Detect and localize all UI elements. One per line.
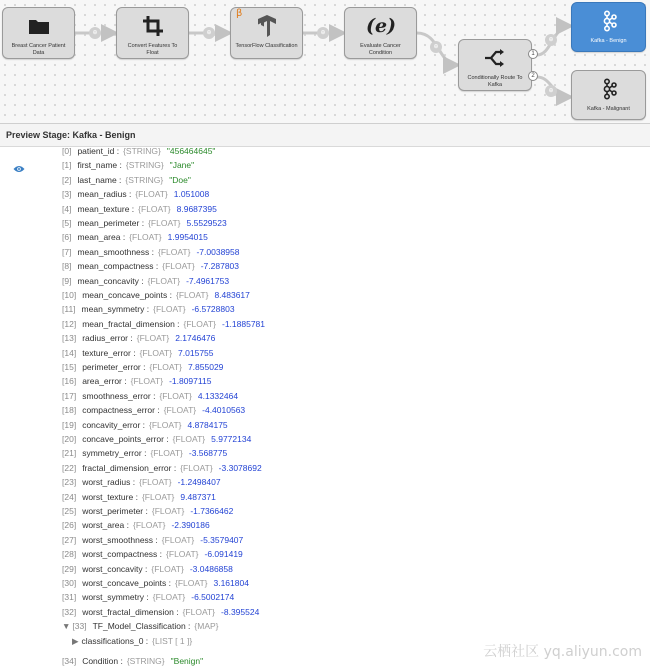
stage-label: TensorFlow Classification	[235, 43, 298, 49]
link-badge[interactable]: ⊕	[317, 27, 329, 39]
field-name: TF_Model_Classification	[92, 621, 186, 632]
field-type: {LIST [ 1 ]}	[152, 635, 193, 646]
field-value: -7.4961753	[186, 275, 230, 286]
field-separator: :	[116, 174, 122, 185]
field-separator: :	[124, 520, 129, 531]
record-field	[62, 230, 208, 244]
field-index: [28]	[62, 549, 77, 560]
field-index: [4]	[62, 203, 72, 214]
field-value: 3.161804	[213, 578, 249, 588]
record-field	[62, 331, 215, 345]
record-field	[62, 418, 228, 432]
field-separator: :	[153, 534, 158, 545]
svg-text:(e): (e)	[365, 15, 396, 37]
field-separator: :	[141, 448, 147, 459]
field-name: mean_radius	[77, 189, 127, 200]
stage-breast-cancer-patient-data[interactable]	[2, 7, 75, 59]
field-index: [22]	[62, 462, 77, 473]
stage-convert-features-to-float[interactable]	[116, 7, 189, 59]
field-type: {FLOAT}	[130, 376, 164, 387]
record-field	[62, 490, 216, 504]
stream-selector-icon	[459, 46, 531, 70]
pipeline-links	[0, 0, 650, 123]
field-name: worst_radius	[82, 477, 131, 488]
record-field	[62, 547, 243, 561]
field-separator: :	[143, 506, 148, 516]
field-separator: :	[140, 419, 146, 430]
field-name: mean_concavity	[77, 275, 139, 286]
record-field	[62, 302, 235, 316]
record-field	[62, 389, 238, 403]
field-value: -1.1885781	[221, 318, 265, 329]
stage-conditionally-route-to-kafka[interactable]	[458, 39, 535, 91]
field-type: {FLOAT}	[183, 318, 216, 329]
field-index: [1]	[62, 160, 72, 171]
field-value: -6.091419	[204, 549, 243, 560]
record-field	[62, 446, 227, 460]
field-name: radius_error	[82, 333, 129, 344]
field-type: {FLOAT}	[152, 592, 186, 603]
field-type: {FLOAT}	[151, 563, 184, 574]
field-separator: :	[128, 333, 133, 344]
stage-label: Kafka - Malignant	[587, 106, 630, 112]
stage-label: Convert Features To Float	[127, 43, 178, 56]
watermark: 云栖社区 yq.aliyun.com	[483, 644, 642, 660]
field-value: 4.8784175	[187, 419, 228, 430]
field-type: {STRING}	[126, 656, 165, 666]
field-name: first_name	[77, 160, 118, 171]
record-field	[62, 590, 234, 604]
field-type: {FLOAT}	[175, 290, 209, 300]
field-type: {FLOAT}	[163, 405, 197, 416]
field-name: concavity_error	[82, 419, 141, 430]
record-field	[62, 216, 227, 230]
field-separator: :	[171, 462, 177, 473]
field-type: {FLOAT}	[141, 491, 175, 502]
field-value: 7.855029	[187, 362, 224, 372]
field-value: 5.9772134	[211, 434, 252, 444]
field-separator: :	[150, 390, 156, 401]
record-field	[62, 461, 262, 475]
field-type: {FLOAT}	[148, 218, 181, 228]
record-field	[62, 360, 223, 374]
record-field-child	[72, 634, 192, 648]
record-field	[62, 245, 239, 259]
field-type: {FLOAT}	[182, 606, 216, 617]
crop-icon	[117, 14, 188, 38]
field-name: perimeter_error	[82, 362, 141, 372]
record-field	[62, 432, 251, 446]
preview-stage-title: Preview Stage: Kafka - Benign	[0, 123, 650, 147]
record-field	[62, 654, 203, 668]
stage-label: Kafka - Benign	[590, 38, 627, 44]
field-type: {FLOAT}	[166, 549, 199, 560]
record-field	[62, 475, 221, 489]
field-separator: :	[153, 261, 159, 272]
field-index: [0]	[62, 146, 72, 156]
field-name: worst_smoothness	[82, 534, 154, 545]
field-index: [11]	[62, 304, 76, 315]
field-value: "Benign"	[170, 656, 204, 666]
record-field	[62, 504, 233, 518]
field-separator: :	[167, 290, 172, 300]
field-type: {FLOAT}	[132, 520, 166, 531]
field-value: 2.1746476	[175, 333, 216, 344]
field-value: 1.9954015	[167, 232, 208, 243]
field-index: [16]	[62, 376, 77, 387]
field-value: 9.487371	[180, 491, 216, 502]
field-type: {FLOAT}	[172, 434, 206, 444]
field-value: -4.4010563	[202, 405, 246, 416]
field-value: 1.051008	[173, 189, 210, 200]
record-field	[62, 158, 194, 172]
field-name: mean_concave_points	[82, 290, 168, 300]
field-name: area_error	[82, 376, 122, 387]
field-type: {FLOAT}	[138, 203, 171, 214]
field-type: {FLOAT}	[150, 448, 183, 459]
link-badge[interactable]: ⊕	[545, 85, 557, 97]
field-type: {FLOAT}	[161, 534, 195, 545]
field-index: [6]	[62, 232, 72, 243]
output-port-2[interactable]: 2	[528, 71, 538, 81]
record-field	[62, 374, 211, 388]
record-field	[62, 173, 191, 187]
expand-toggle[interactable]: ▶	[72, 635, 79, 646]
record-field	[62, 274, 229, 288]
field-separator: :	[185, 621, 191, 632]
eye-icon[interactable]	[13, 160, 25, 178]
field-value: "Doe"	[169, 174, 191, 185]
field-type: {STRING}	[125, 160, 164, 171]
field-type: {FLOAT}	[139, 347, 173, 358]
field-value: -2.390186	[171, 520, 210, 531]
field-index: [25]	[62, 506, 77, 516]
field-separator: :	[126, 189, 132, 200]
stage-evaluate-cancer-condition[interactable]	[344, 7, 417, 59]
field-value: -6.5728803	[191, 304, 235, 315]
field-index: [13]	[62, 333, 77, 344]
field-separator: :	[121, 376, 127, 387]
field-type: {FLOAT}	[153, 304, 186, 315]
field-separator: :	[143, 635, 149, 646]
pipeline-canvas[interactable]	[0, 0, 650, 123]
field-name: worst_perimeter	[82, 506, 144, 516]
stage-label: Conditionally Route To Kafka	[467, 75, 523, 88]
field-type: {STRING}	[123, 146, 161, 156]
record-field-map	[62, 619, 219, 633]
field-index: [19]	[62, 419, 77, 430]
field-value: 5.5529523	[186, 218, 227, 228]
record-field	[62, 576, 249, 590]
field-separator: :	[173, 606, 179, 617]
record-field	[62, 144, 215, 158]
field-value: 8.9687395	[176, 203, 217, 214]
field-index: [29]	[62, 563, 77, 574]
record-field	[62, 605, 259, 619]
field-type: {MAP}	[194, 621, 219, 632]
field-index: [8]	[62, 261, 72, 272]
field-type: {FLOAT}	[151, 506, 185, 516]
field-name: classifications_0	[81, 635, 144, 646]
beta-badge: β	[236, 8, 243, 19]
field-type: {FLOAT}	[158, 246, 191, 257]
record-field	[62, 346, 214, 360]
field-type: {FLOAT}	[129, 232, 162, 243]
field-value: -7.0038958	[196, 246, 240, 257]
expression-icon	[345, 14, 416, 38]
field-name: mean_perimeter	[77, 218, 140, 228]
field-index: [27]	[62, 534, 77, 545]
field-separator: :	[133, 491, 138, 502]
field-name: worst_compactness	[82, 549, 158, 560]
field-separator: :	[130, 477, 136, 488]
field-index: [17]	[62, 390, 77, 401]
field-index: [33]	[72, 621, 87, 632]
field-index: [7]	[62, 246, 72, 257]
record-field	[62, 403, 245, 417]
field-value: -1.8097115	[169, 376, 212, 387]
link-badge[interactable]: ⊕	[430, 41, 442, 53]
record-field	[62, 562, 233, 576]
folder-icon	[3, 14, 74, 38]
field-value: -1.7366462	[190, 506, 234, 516]
field-value: -5.3579407	[200, 534, 244, 545]
field-name: mean_symmetry	[81, 304, 145, 315]
field-name: worst_concave_points	[82, 578, 167, 588]
record-field	[62, 288, 250, 302]
field-separator: :	[174, 318, 180, 329]
field-value: 7.015755	[178, 347, 214, 358]
field-name: worst_symmetry	[82, 592, 145, 603]
field-separator: :	[144, 592, 149, 603]
field-separator: :	[139, 218, 145, 228]
field-index: [34]	[62, 656, 77, 666]
record-field	[62, 518, 210, 532]
field-index: [24]	[62, 491, 77, 502]
field-index: [32]	[62, 606, 77, 617]
field-type: {FLOAT}	[149, 419, 182, 430]
field-value: -3.0486858	[189, 563, 233, 574]
field-name: mean_fractal_dimension	[82, 318, 175, 329]
field-value: -8.395524	[221, 606, 260, 617]
field-name: texture_error	[82, 347, 131, 358]
stage-label: Breast Cancer Patient Data	[11, 43, 66, 56]
field-value: -3.568775	[188, 448, 228, 459]
field-separator: :	[130, 347, 136, 358]
field-separator: :	[142, 563, 148, 574]
field-index: [23]	[62, 477, 77, 488]
field-index: [10]	[62, 290, 77, 300]
field-name: worst_concavity	[82, 563, 143, 574]
field-index: [30]	[62, 578, 77, 588]
field-separator: :	[120, 232, 126, 243]
field-separator: :	[157, 549, 163, 560]
field-name: fractal_dimension_error	[82, 462, 172, 473]
field-name: mean_compactness	[77, 261, 154, 272]
field-name: mean_texture	[77, 203, 130, 214]
field-name: worst_area	[82, 520, 125, 531]
kafka-icon	[572, 9, 645, 33]
field-separator: :	[129, 203, 135, 214]
field-index: [9]	[62, 275, 72, 286]
field-value: 8.483617	[214, 290, 250, 300]
field-separator: :	[154, 405, 160, 416]
field-name: worst_fractal_dimension	[82, 606, 174, 617]
field-separator: :	[163, 434, 169, 444]
field-type: {FLOAT}	[162, 261, 195, 272]
record-field	[62, 259, 239, 273]
field-index: [5]	[62, 218, 72, 228]
field-name: patient_id	[77, 146, 115, 156]
field-name: mean_area	[77, 232, 121, 243]
field-type: {FLOAT}	[175, 578, 208, 588]
field-type: {FLOAT}	[149, 362, 182, 372]
field-name: mean_smoothness	[77, 246, 150, 257]
field-index: [18]	[62, 405, 77, 416]
field-index: [20]	[62, 434, 77, 444]
field-index: [31]	[62, 592, 77, 603]
field-value: -6.5002174	[191, 592, 235, 603]
stage-label: Evaluate Cancer Condition	[360, 43, 401, 56]
field-type: {FLOAT}	[139, 477, 172, 488]
field-index: [21]	[62, 448, 77, 459]
field-separator: :	[144, 304, 150, 315]
field-index: [3]	[62, 189, 72, 200]
field-value: -7.287803	[200, 261, 240, 272]
field-separator: :	[138, 275, 144, 286]
stage-tensorflow-classification[interactable]	[230, 7, 303, 59]
field-name: concave_points_error	[82, 434, 164, 444]
field-separator: :	[140, 362, 146, 372]
field-name: symmetry_error	[82, 448, 142, 459]
output-port-1[interactable]: 1	[528, 49, 538, 59]
record-field	[62, 317, 265, 331]
field-index: [14]	[62, 347, 77, 358]
field-name: last_name	[77, 174, 117, 185]
field-separator: :	[149, 246, 155, 257]
record-field	[62, 533, 243, 547]
record-field	[62, 202, 217, 216]
field-separator: :	[118, 656, 123, 666]
field-separator: :	[166, 578, 172, 588]
field-type: {FLOAT}	[135, 189, 168, 200]
link-badge[interactable]: ⊕	[89, 27, 101, 39]
field-separator: :	[114, 146, 120, 156]
field-index: [12]	[62, 318, 77, 329]
field-type: {FLOAT}	[159, 390, 192, 401]
stage-kafka-malignant[interactable]	[571, 70, 646, 120]
field-index: [2]	[62, 174, 72, 185]
field-name: worst_texture	[82, 491, 134, 502]
link-badge[interactable]: ⊕	[203, 27, 215, 39]
kafka-icon	[572, 77, 645, 101]
field-value: 4.1332464	[197, 390, 239, 401]
field-type: {STRING}	[125, 174, 164, 185]
field-value: -3.3078692	[218, 462, 262, 473]
field-value: -1.2498407	[177, 477, 221, 488]
record-preview	[0, 147, 650, 665]
field-value: "Jane"	[169, 160, 195, 171]
field-name: smoothness_error	[82, 390, 151, 401]
field-separator: :	[117, 160, 122, 171]
field-type: {FLOAT}	[180, 462, 213, 473]
field-value: "456464645"	[166, 146, 216, 156]
field-name: compactness_error	[82, 405, 155, 416]
field-index: [26]	[62, 520, 77, 531]
field-type: {FLOAT}	[136, 333, 170, 344]
tensorflow-icon	[231, 14, 302, 38]
record-field	[62, 187, 209, 201]
field-type: {FLOAT}	[147, 275, 181, 286]
stage-kafka-benign[interactable]	[571, 2, 646, 52]
field-index: [15]	[62, 362, 77, 372]
link-badge[interactable]: ⊕	[545, 34, 557, 46]
field-name: Condition	[82, 656, 119, 666]
collapse-toggle[interactable]: ▼	[62, 621, 71, 632]
